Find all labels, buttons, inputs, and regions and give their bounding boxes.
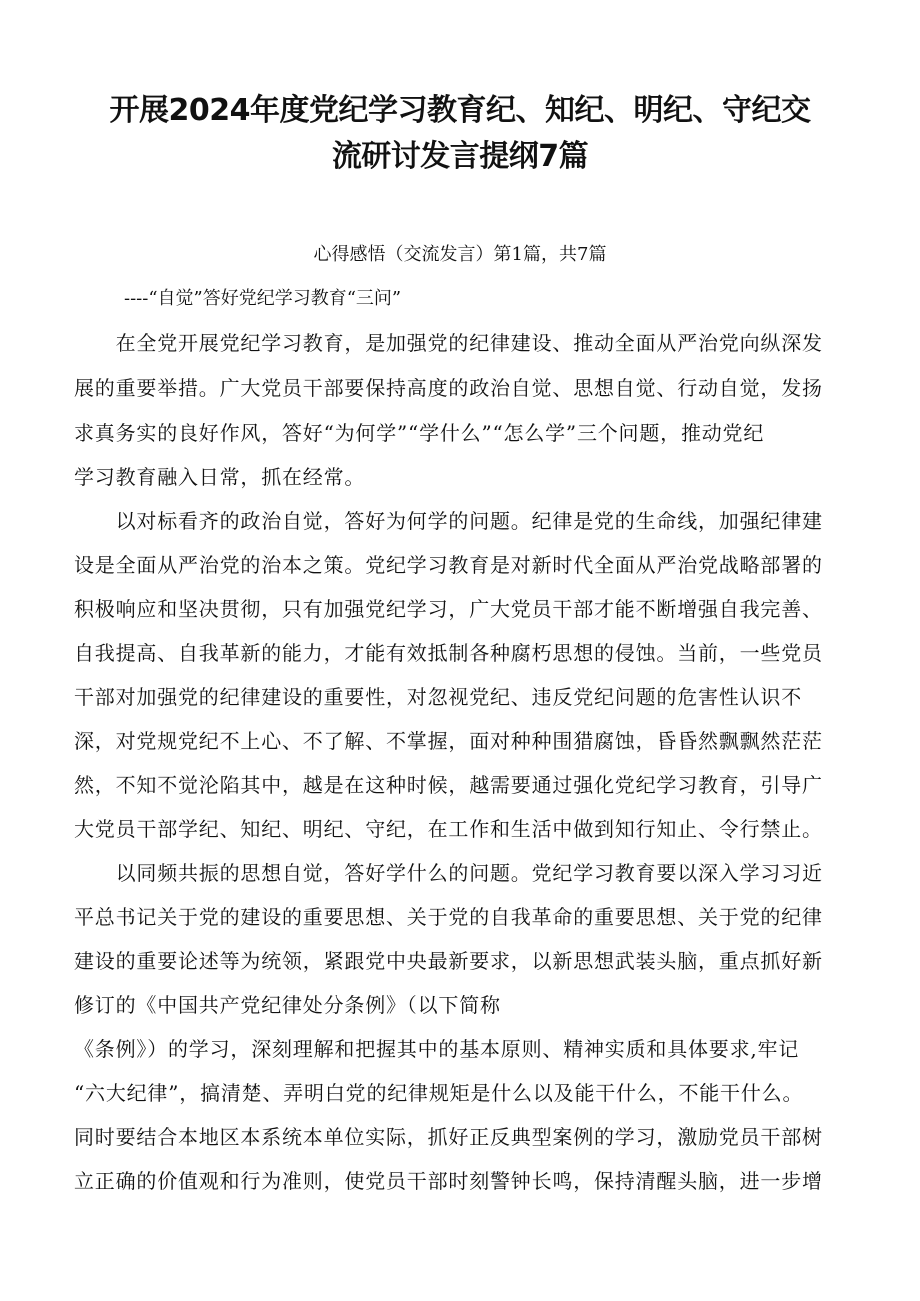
body-line: 大党员干部学纪、知纪、明纪、守纪，在工作和生活中做到知行知止、令行禁止。: [74, 817, 823, 841]
body-line: 展的重要举措。广大党员干部要保持高度的政治自觉、思想自觉、行动自觉，发扬: [74, 376, 823, 400]
body-line: 立正确的价值观和行为准则，使党员干部时刻警钟长鸣，保持清醒头脑，进一步增: [74, 1169, 823, 1193]
title-line-2: 流研讨发言提纲7篇: [331, 139, 589, 174]
body-line: 设是全面从严治党的治本之策。党纪学习教育是对新时代全面从严治党战略部署的: [74, 553, 823, 577]
body-line: 同时要结合本地区本系统本单位实际，抓好正反典型案例的学习，激励党员干部树: [74, 1125, 823, 1149]
body-line: 求真务实的良好作风，答好“为何学”“学什么”“怎么学”三个问题，推动党纪: [74, 421, 765, 445]
body-line: 积极响应和坚决贯彻，只有加强党纪学习，广大党员干部才能不断增强自我完善、: [74, 597, 823, 621]
body-line: 修订的《中国共产党纪律处分条例》（以下简称: [74, 993, 501, 1017]
body-line: 学习教育融入日常，抓在经常。: [74, 465, 366, 489]
document-subtitle: 心得感悟（交流发言）第1篇，共7篇: [313, 244, 607, 265]
body-line: 深，对党规党纪不上心、不了解、不掌握，面对种种围猎腐蚀，昏昏然飘飘然茫茫: [74, 729, 823, 753]
body-line: 然，不知不觉沦陷其中，越是在这种时候，越需要通过强化党纪学习教育，引导广: [74, 773, 823, 797]
title-line-1: 开展2024年度党纪学习教育纪、知纪、明纪、守纪交: [109, 93, 811, 128]
body-line: 在全党开展党纪学习教育，是加强党的纪律建设、推动全面从严治党向纵深发: [74, 331, 823, 355]
body-line: 以同频共振的思想自觉，答好学什么的问题。党纪学习教育要以深入学习习近: [74, 861, 823, 885]
body-line: 干部对加强党的纪律建设的重要性，对忽视党纪、违反党纪问题的危害性认识不: [74, 685, 802, 709]
body-line: 《条例》）的学习，深刻理解和把握其中的基本原则、精神实质和具体要求,牢记: [74, 1037, 800, 1061]
document-title: [80, 88, 840, 180]
body-line: 平总书记关于党的建设的重要思想、关于党的自我革命的重要思想、关于党的纪律: [74, 905, 823, 929]
body-line: “六大纪律”，搞清楚、弄明白党的纪律规矩是什么以及能干什么，不能干什么。: [74, 1081, 804, 1105]
document-byline: ----“自觉”答好党纪学习教育“三问”: [124, 288, 402, 309]
body-line: 以对标看齐的政治自觉，答好为何学的问题。纪律是党的生命线，加强纪律建: [74, 509, 823, 533]
body-line: 建设的重要论述等为统领，紧跟党中央最新要求，以新思想武装头脑，重点抓好新: [74, 949, 823, 973]
body-line: 自我提高、自我革新的能力，才能有效抵制各种腐朽思想的侵蚀。当前，一些党员: [74, 641, 823, 665]
